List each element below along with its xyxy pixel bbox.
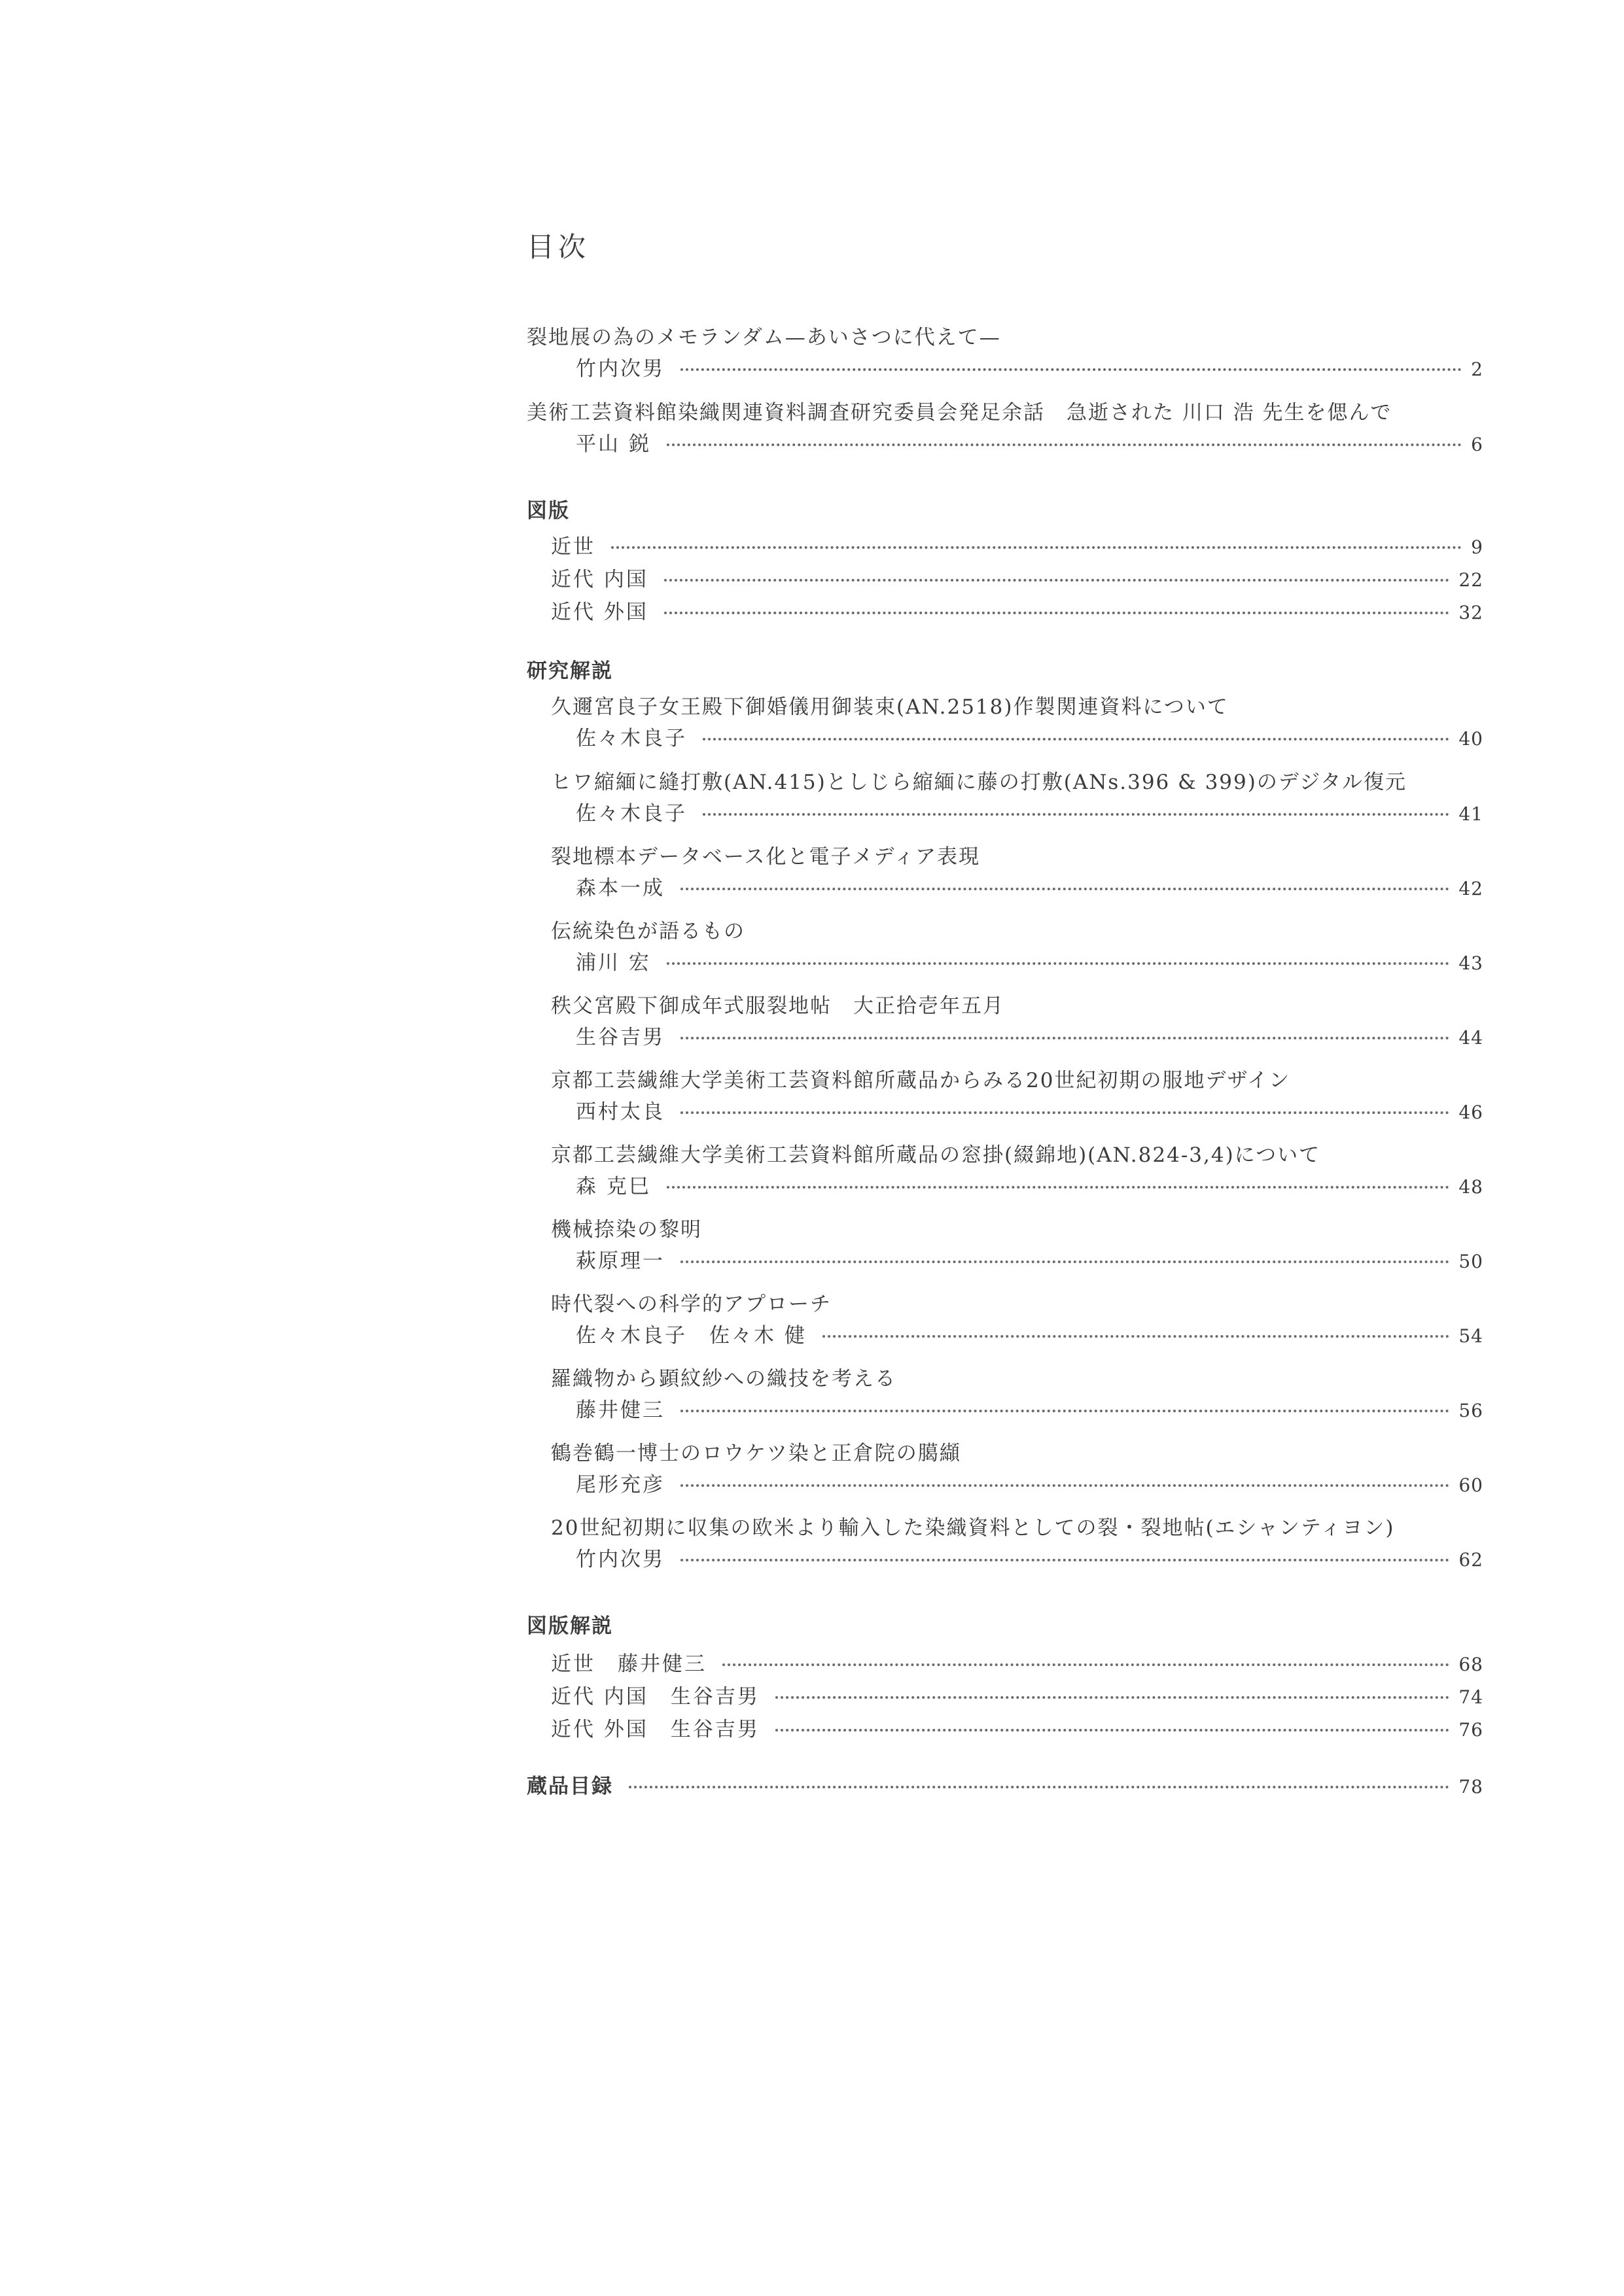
toc-page-number: 43	[1458, 952, 1483, 974]
toc-author: 森 克巳	[576, 1175, 651, 1198]
toc-entry-line[interactable]	[576, 1170, 1483, 1198]
toc-page-number: 74	[1458, 1686, 1483, 1708]
toc-page-number: 50	[1458, 1251, 1483, 1272]
toc-page-number: 22	[1458, 569, 1483, 591]
toc-page-number: 42	[1458, 878, 1483, 899]
toc-page-number: 78	[1458, 1776, 1483, 1798]
toc-label: 近代 外国	[551, 600, 648, 624]
toc-label: 近世 藤井健三	[551, 1652, 707, 1676]
dot-leader	[822, 1335, 1450, 1338]
toc-page-number: 62	[1458, 1549, 1483, 1571]
toc-author: 尾形充彦	[576, 1473, 665, 1497]
toc-entry-title: 鶴巻鶴一博士のロウケツ染と正倉院の臈纈	[551, 1442, 961, 1465]
toc-entry-title: 京都工芸繊維大学美術工芸資料館所蔵品の窓掛(綴錦地)(AN.824-3,4)について	[551, 1143, 1321, 1167]
section-heading-plate-notes: 図版解説	[527, 1614, 613, 1638]
toc-page-number: 54	[1458, 1325, 1483, 1347]
toc-entry-title: 久邇宮良子女王殿下御婚儀用御装束(AN.2518)作製関連資料について	[551, 695, 1229, 719]
toc-entry-line[interactable]	[576, 722, 1483, 750]
toc-label: 近世	[551, 535, 595, 559]
toc-page-number: 9	[1471, 536, 1483, 558]
toc-author: 竹内次男	[576, 357, 665, 381]
dot-leader	[664, 579, 1450, 582]
toc-entry-line[interactable]	[576, 1468, 1483, 1497]
toc-plate-note-line[interactable]	[551, 1680, 1483, 1709]
toc-page-number: 46	[1458, 1102, 1483, 1123]
dot-leader	[629, 1786, 1449, 1788]
toc-entry-line[interactable]	[576, 1095, 1483, 1124]
page-title: 目次	[527, 231, 590, 263]
toc-entry-line[interactable]	[576, 1020, 1483, 1049]
toc-label: 近代 内国	[551, 568, 648, 591]
toc-entry-title: 京都工芸繊維大学美術工芸資料館所蔵品からみる20世紀初期の服地デザイン	[551, 1069, 1291, 1092]
toc-entry-line[interactable]	[576, 1244, 1483, 1273]
toc-entry-title: 時代裂への科学的アプローチ	[551, 1293, 832, 1316]
toc-author: 佐々木良子	[576, 802, 687, 826]
toc-author: 西村太良	[576, 1100, 665, 1124]
toc-page-number: 68	[1458, 1654, 1483, 1675]
toc-entry-line[interactable]	[576, 1542, 1483, 1571]
dot-leader	[680, 368, 1462, 371]
toc-plate-note-line[interactable]	[551, 1647, 1483, 1676]
toc-page-number: 48	[1458, 1176, 1483, 1198]
toc-entry-title: 20世紀初期に収集の欧米より輸入した染織資料としての裂・裂地帖(エシャンティヨン)	[551, 1516, 1395, 1540]
toc-author: 平山 鋭	[576, 432, 651, 456]
toc-entry-line[interactable]	[576, 1393, 1483, 1422]
section-heading-research: 研究解説	[527, 659, 613, 683]
toc-page-number: 6	[1471, 434, 1483, 455]
toc-page-number: 44	[1458, 1027, 1483, 1049]
section-heading-catalog: 蔵品目録	[527, 1775, 613, 1798]
toc-entry-title: 伝統染色が語るもの	[551, 920, 745, 943]
toc-plate-note-line[interactable]	[551, 1713, 1483, 1741]
toc-page-number: 41	[1458, 803, 1483, 825]
toc-page-number: 60	[1458, 1474, 1483, 1496]
toc-author: 佐々木良子 佐々木 健	[576, 1324, 807, 1348]
toc-author: 森本一成	[576, 877, 665, 900]
toc-page-number: 76	[1458, 1719, 1483, 1741]
toc-entry-title: 羅織物から顕紋紗への織技を考える	[551, 1367, 896, 1391]
dot-leader	[680, 1261, 1449, 1263]
dot-leader	[667, 444, 1462, 446]
dot-leader	[775, 1729, 1450, 1731]
dot-leader	[667, 1186, 1450, 1189]
dot-leader	[775, 1696, 1450, 1699]
toc-entry-line[interactable]	[576, 946, 1483, 975]
dot-leader	[680, 888, 1449, 890]
toc-author: 竹内次男	[576, 1548, 665, 1571]
dot-leader	[722, 1663, 1449, 1666]
toc-entry-line[interactable]	[576, 352, 1483, 381]
toc-page-number: 32	[1458, 602, 1483, 623]
toc-plate-line[interactable]	[551, 595, 1483, 624]
dot-leader	[680, 1559, 1449, 1561]
toc-author: 萩原理一	[576, 1249, 665, 1273]
toc-plate-line[interactable]	[551, 530, 1483, 559]
dot-leader	[680, 1484, 1449, 1487]
toc-author: 生谷吉男	[576, 1026, 665, 1049]
toc-entry-title: 秩父宮殿下御成年式服裂地帖 大正拾壱年五月	[551, 994, 1004, 1018]
toc-catalog-line[interactable]	[527, 1769, 1483, 1798]
toc-author: 佐々木良子	[576, 727, 687, 750]
dot-leader	[703, 813, 1449, 816]
toc-page-number: 56	[1458, 1400, 1483, 1421]
toc-label: 近代 内国 生谷吉男	[551, 1685, 760, 1709]
dot-leader	[680, 1410, 1449, 1412]
toc-entry-title: 裂地標本データベース化と電子メディア表現	[551, 845, 980, 869]
dot-leader	[680, 1037, 1449, 1039]
dot-leader	[664, 612, 1450, 614]
dot-leader	[611, 546, 1462, 549]
toc-author: 浦川 宏	[576, 951, 651, 975]
section-heading-plates: 図版	[527, 499, 570, 523]
toc-entry-line[interactable]	[576, 427, 1483, 456]
toc-page-number: 2	[1471, 358, 1483, 380]
dot-leader	[703, 738, 1449, 740]
toc-entry-title: ヒワ縮緬に縫打敷(AN.415)としじら縮緬に藤の打敷(ANs.396 & 399)のデジタル復元	[551, 771, 1407, 794]
toc-author: 藤井健三	[576, 1399, 665, 1422]
toc-entry-line[interactable]	[576, 1319, 1483, 1348]
toc-entry-line[interactable]	[576, 871, 1483, 900]
dot-leader	[667, 962, 1450, 965]
dot-leader	[680, 1111, 1449, 1114]
toc-label: 近代 外国 生谷吉男	[551, 1718, 760, 1741]
toc-page-number: 40	[1458, 728, 1483, 750]
toc-entry-title: 美術工芸資料館染織関連資料調査研究委員会発足余話 急逝された 川口 浩 先生を偲んで	[527, 401, 1392, 425]
toc-entry-title: 機械捺染の黎明	[551, 1218, 702, 1242]
toc-plate-line[interactable]	[551, 563, 1483, 591]
toc-entry-title: 裂地展の為のメモランダム—あいさつに代えて—	[527, 326, 1001, 349]
toc-entry-line[interactable]	[576, 797, 1483, 826]
